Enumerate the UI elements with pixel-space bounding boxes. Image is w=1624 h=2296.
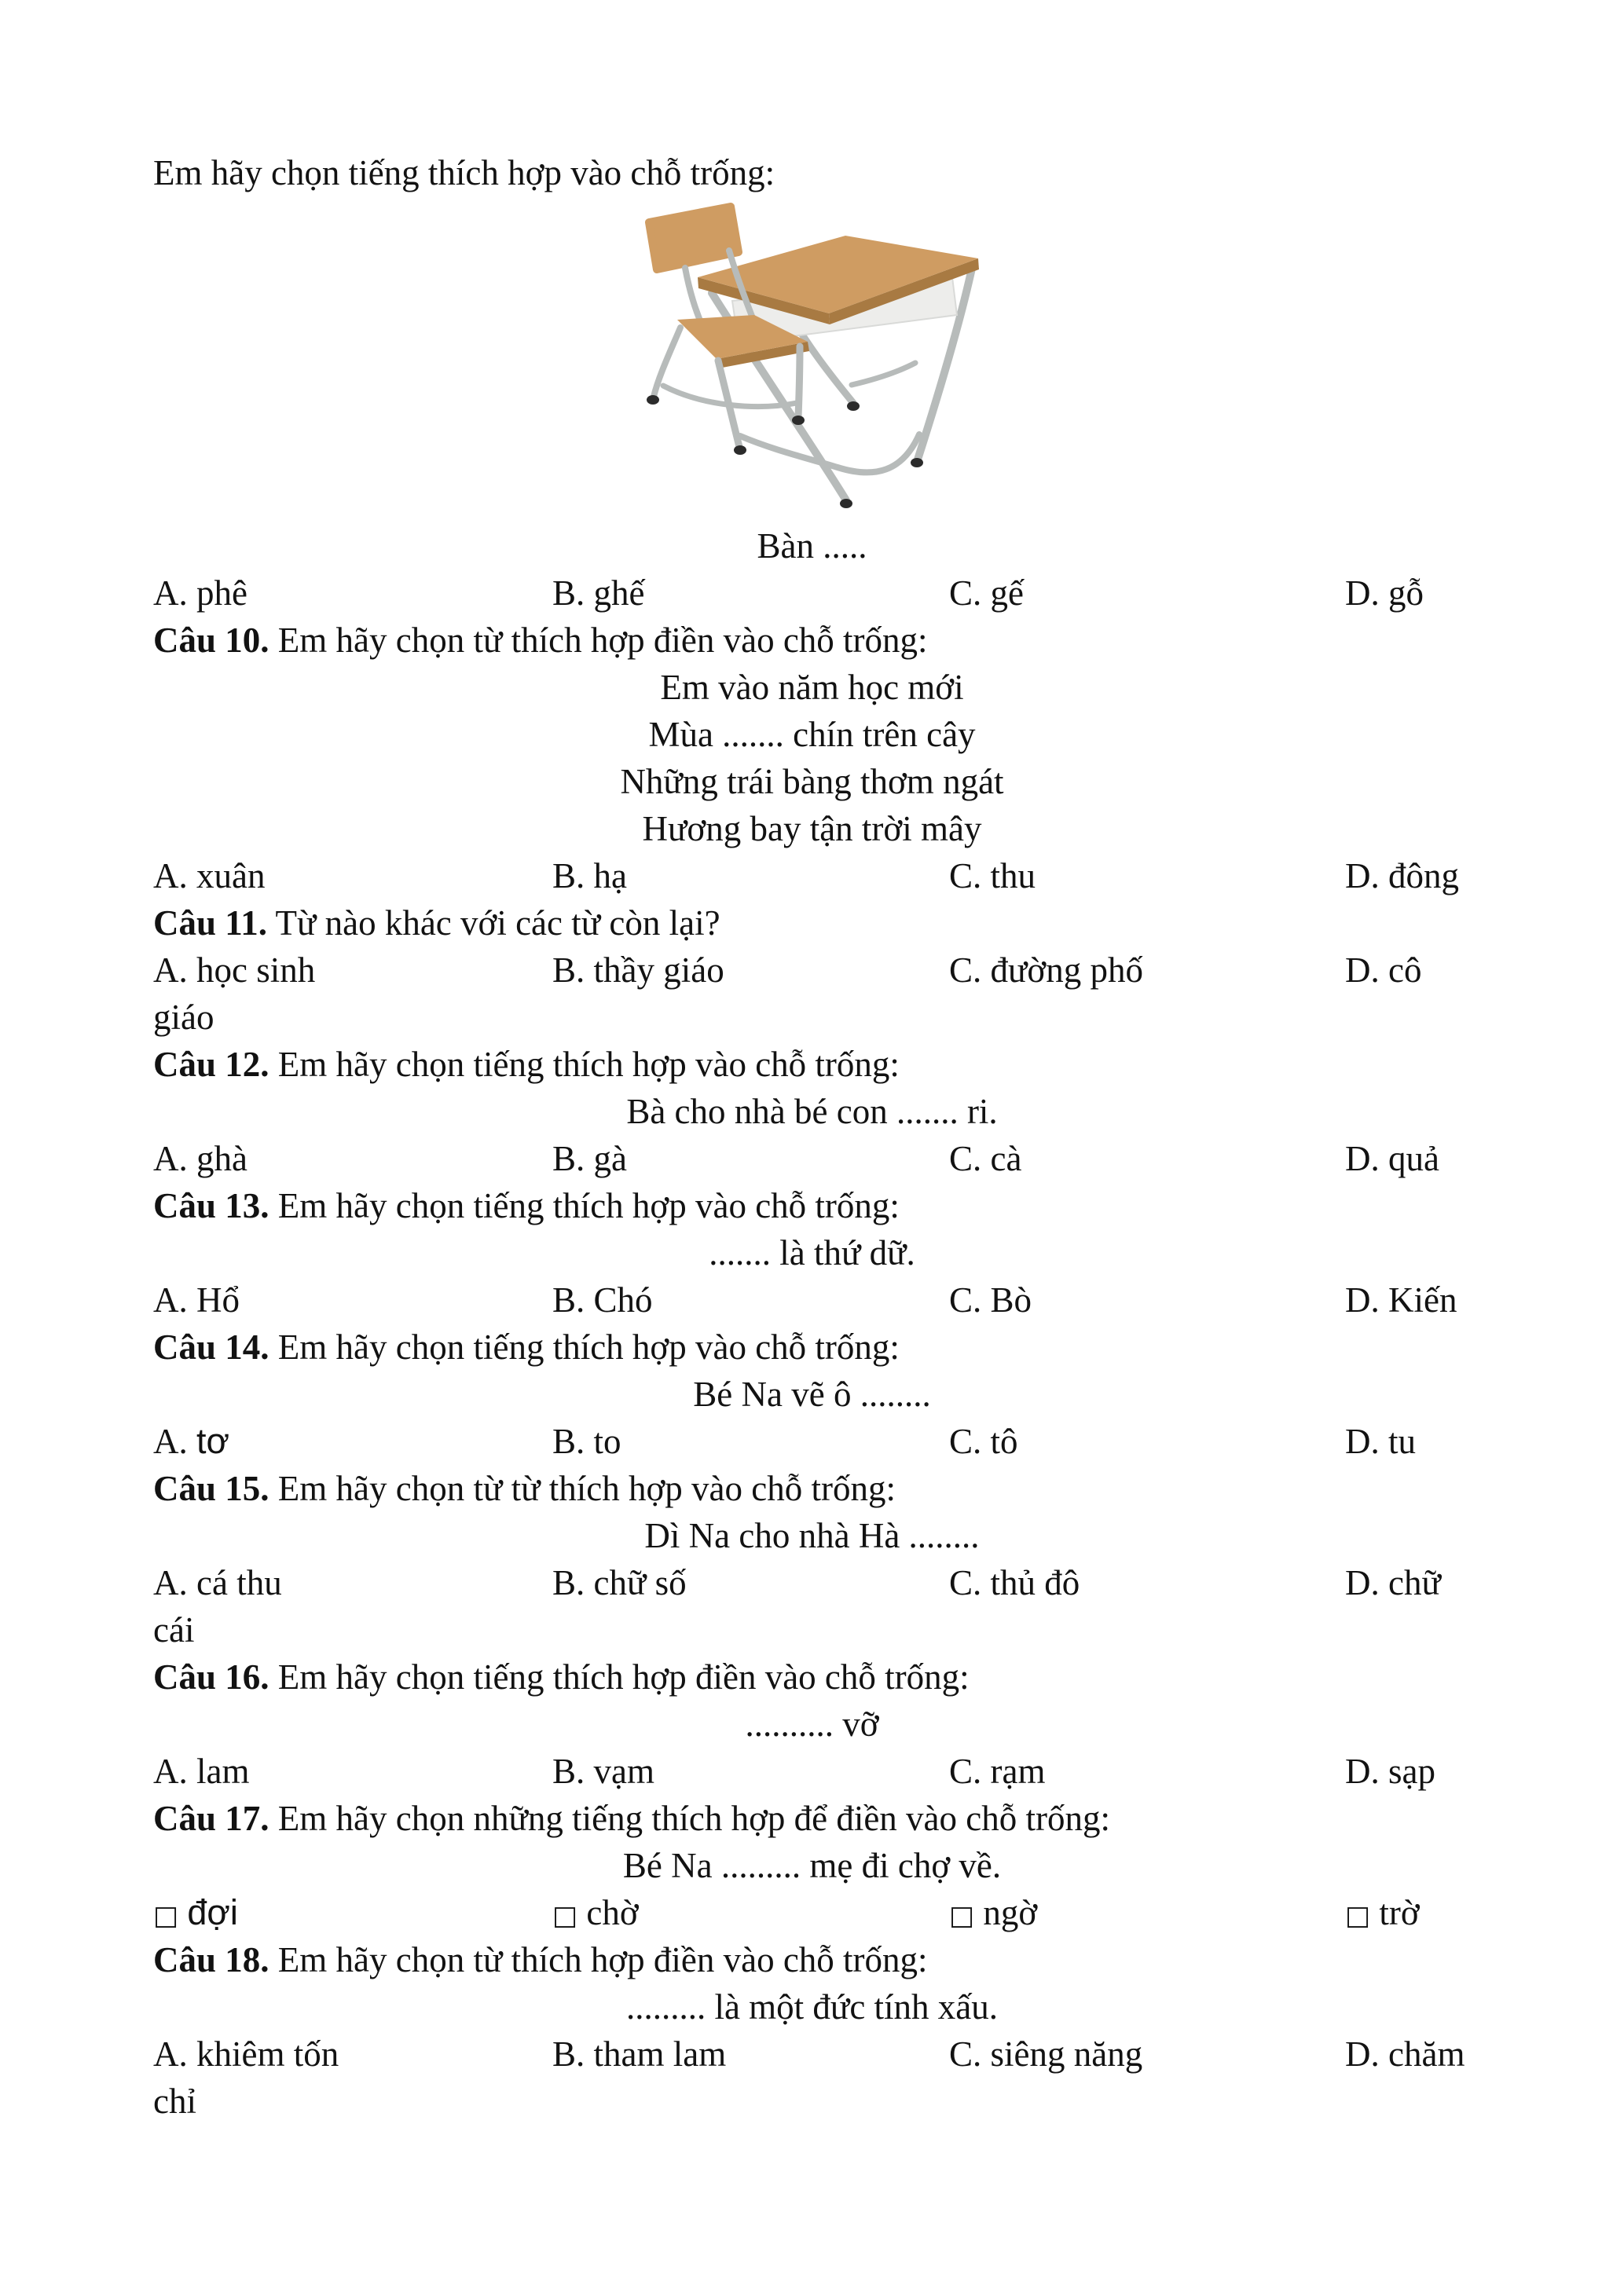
q12-option-a: A. ghà bbox=[153, 1139, 247, 1178]
q14-options-row bbox=[153, 1418, 1471, 1465]
q10-options-row bbox=[153, 852, 1471, 899]
q13-prompt: Em hãy chọn tiếng thích hợp vào chỗ trống: bbox=[277, 1186, 900, 1225]
document-content bbox=[153, 149, 1489, 2125]
q18-blank-sentence: ......... là một đức tính xấu. bbox=[625, 1987, 999, 2027]
q9-option-c: C. gế bbox=[949, 573, 1024, 613]
q18-option-c: C. siêng năng bbox=[949, 2034, 1143, 2074]
q16-option-d: D. sạp bbox=[1345, 1752, 1435, 1791]
q18-prompt: Em hãy chọn từ thích hợp điền vào chỗ trống: bbox=[277, 1940, 928, 1979]
q12-blank-sentence: Bà cho nhà bé con ....... ri. bbox=[626, 1092, 998, 1131]
q12-option-c: C. cà bbox=[949, 1139, 1022, 1178]
q13-option-d: D. Kiến bbox=[1345, 1280, 1457, 1320]
q17-label: Câu 17. bbox=[153, 1799, 269, 1838]
q12-heading bbox=[153, 1041, 1489, 1088]
q13-label: Câu 13. bbox=[153, 1186, 269, 1225]
chair-back-post-left bbox=[685, 268, 702, 326]
q15-option-d: D. chữ bbox=[1345, 1563, 1441, 1602]
q13-option-b: B. Chó bbox=[552, 1280, 653, 1320]
q16-option-b: B. vạm bbox=[552, 1752, 654, 1791]
q14-option-d: D. tu bbox=[1345, 1422, 1417, 1461]
q10-poem-line: Mùa ....... chín trên cây bbox=[648, 715, 976, 754]
q16-option-c: C. rạm bbox=[949, 1752, 1046, 1791]
q9-option-d: D. gỗ bbox=[1345, 573, 1424, 613]
q17-prompt: Em hãy chọn những tiếng thích hợp để điền vào chỗ trống: bbox=[277, 1799, 1110, 1838]
q13-heading bbox=[153, 1182, 1489, 1229]
desk-chair-illustration bbox=[640, 200, 985, 514]
q10-label: Câu 10. bbox=[153, 621, 269, 660]
q17-option-a: □ đợi bbox=[153, 1892, 238, 1932]
q11-option-d: D. cô bbox=[1345, 950, 1422, 990]
q18-label: Câu 18. bbox=[153, 1940, 269, 1979]
q11-option-d-overflow: giáo bbox=[153, 998, 214, 1037]
q14-blank-sentence: Bé Na vẽ ô ........ bbox=[693, 1375, 931, 1414]
chair-front-right-leg bbox=[798, 346, 800, 417]
checkbox-icon: □ bbox=[1345, 1900, 1371, 1932]
q11-option-c: C. đường phố bbox=[949, 950, 1143, 990]
q14-option-b: B. to bbox=[552, 1422, 621, 1461]
q10-poem-line: Hương bay tận trời mây bbox=[642, 809, 982, 848]
q16-option-a: A. lam bbox=[153, 1752, 250, 1791]
q15-label: Câu 15. bbox=[153, 1469, 269, 1508]
q11-option-a: A. học sinh bbox=[153, 950, 316, 990]
checkbox-icon: □ bbox=[552, 1900, 578, 1932]
q15-prompt: Em hãy chọn từ từ thích hợp vào chỗ trống: bbox=[277, 1469, 896, 1508]
q15-option-a: A. cá thu bbox=[153, 1563, 282, 1602]
q11-option-b: B. thầy giáo bbox=[552, 950, 724, 990]
checkbox-icon: □ bbox=[153, 1900, 179, 1932]
q16-heading bbox=[153, 1653, 1489, 1701]
q12-prompt: Em hãy chọn tiếng thích hợp vào chỗ trống: bbox=[277, 1045, 900, 1084]
foot-cap bbox=[847, 401, 860, 411]
q18-heading bbox=[153, 1936, 1489, 1983]
q18-options-row bbox=[153, 2031, 1471, 2078]
q16-label: Câu 16. bbox=[153, 1657, 269, 1697]
q14-option-a: A. tơ bbox=[153, 1421, 230, 1461]
q17-option-d: □ trờ bbox=[1345, 1893, 1420, 1932]
q17-blank-sentence: Bé Na ......... mẹ đi chợ về. bbox=[622, 1846, 1002, 1885]
q12-option-b: B. gà bbox=[552, 1139, 627, 1178]
checkbox-icon: □ bbox=[949, 1900, 975, 1932]
q12-option-d: D. quả bbox=[1345, 1139, 1439, 1178]
q18-option-b: B. tham lam bbox=[552, 2034, 727, 2074]
q17-options-row bbox=[153, 1889, 1471, 1936]
figure-caption: Bàn ..... bbox=[757, 526, 867, 566]
q17-option-c: □ ngờ bbox=[949, 1893, 1038, 1932]
q10-option-d: D. đông bbox=[1345, 856, 1459, 895]
q18-option-d-overflow: chỉ bbox=[153, 2082, 196, 2121]
q15-option-b: B. chữ số bbox=[552, 1563, 687, 1602]
q10-option-a: A. xuân bbox=[153, 856, 266, 895]
foot-cap bbox=[647, 395, 659, 405]
q15-blank-sentence: Dì Na cho nhà Hà ........ bbox=[644, 1516, 980, 1555]
q10-option-b: B. hạ bbox=[552, 856, 627, 895]
q17-heading bbox=[153, 1795, 1489, 1842]
foot-cap bbox=[840, 499, 852, 508]
q9-option-a: A. phê bbox=[153, 573, 247, 613]
q10-option-c: C. thu bbox=[949, 856, 1036, 895]
q16-prompt: Em hãy chọn tiếng thích hợp điền vào chỗ trống: bbox=[277, 1657, 970, 1697]
q12-options-row bbox=[153, 1135, 1471, 1182]
q11-options-row bbox=[153, 947, 1471, 994]
q13-option-a: A. Hổ bbox=[153, 1280, 240, 1320]
q10-prompt: Em hãy chọn từ thích hợp điền vào chỗ trống: bbox=[277, 621, 928, 660]
intro-line: Em hãy chọn tiếng thích hợp vào chỗ trống: bbox=[153, 153, 775, 192]
desk-rear-bar bbox=[852, 363, 915, 385]
q9-option-b: B. ghế bbox=[552, 573, 645, 613]
desk-stretcher-bar bbox=[740, 434, 919, 472]
q10-heading bbox=[153, 617, 1489, 664]
q11-heading bbox=[153, 899, 1489, 947]
q15-option-c: C. thủ đô bbox=[949, 1563, 1080, 1602]
q17-option-b: □ chờ bbox=[552, 1893, 639, 1932]
q15-options-row bbox=[153, 1559, 1471, 1606]
chair-backrest bbox=[649, 207, 739, 269]
q15-option-d-overflow: cái bbox=[153, 1610, 195, 1650]
foot-cap bbox=[911, 458, 923, 467]
q16-options-row bbox=[153, 1748, 1471, 1795]
q12-label: Câu 12. bbox=[153, 1045, 269, 1084]
q14-label: Câu 14. bbox=[153, 1327, 269, 1367]
q13-options-row bbox=[153, 1276, 1471, 1324]
q14-prompt: Em hãy chọn tiếng thích hợp vào chỗ trống: bbox=[277, 1327, 900, 1367]
q13-option-c: C. Bò bbox=[949, 1280, 1032, 1320]
foot-cap bbox=[734, 445, 746, 455]
foot-cap bbox=[792, 416, 805, 425]
q18-option-a: A. khiêm tốn bbox=[153, 2034, 339, 2074]
q10-poem-line: Em vào năm học mới bbox=[660, 668, 964, 707]
q18-option-d: D. chăm bbox=[1345, 2034, 1465, 2074]
q16-blank-sentence: .......... vỡ bbox=[745, 1705, 879, 1744]
q9-options-row bbox=[153, 569, 1471, 617]
q14-option-c: C. tô bbox=[949, 1422, 1018, 1461]
q11-prompt: Từ nào khác với các từ còn lại? bbox=[275, 903, 720, 943]
q10-poem-line: Những trái bàng thơm ngát bbox=[620, 762, 1004, 801]
q11-label: Câu 11. bbox=[153, 903, 268, 943]
q13-blank-sentence: ....... là thứ dữ. bbox=[709, 1233, 915, 1273]
q15-heading bbox=[153, 1465, 1489, 1512]
q14-heading bbox=[153, 1324, 1489, 1371]
desk-chair-figure bbox=[153, 200, 1471, 522]
